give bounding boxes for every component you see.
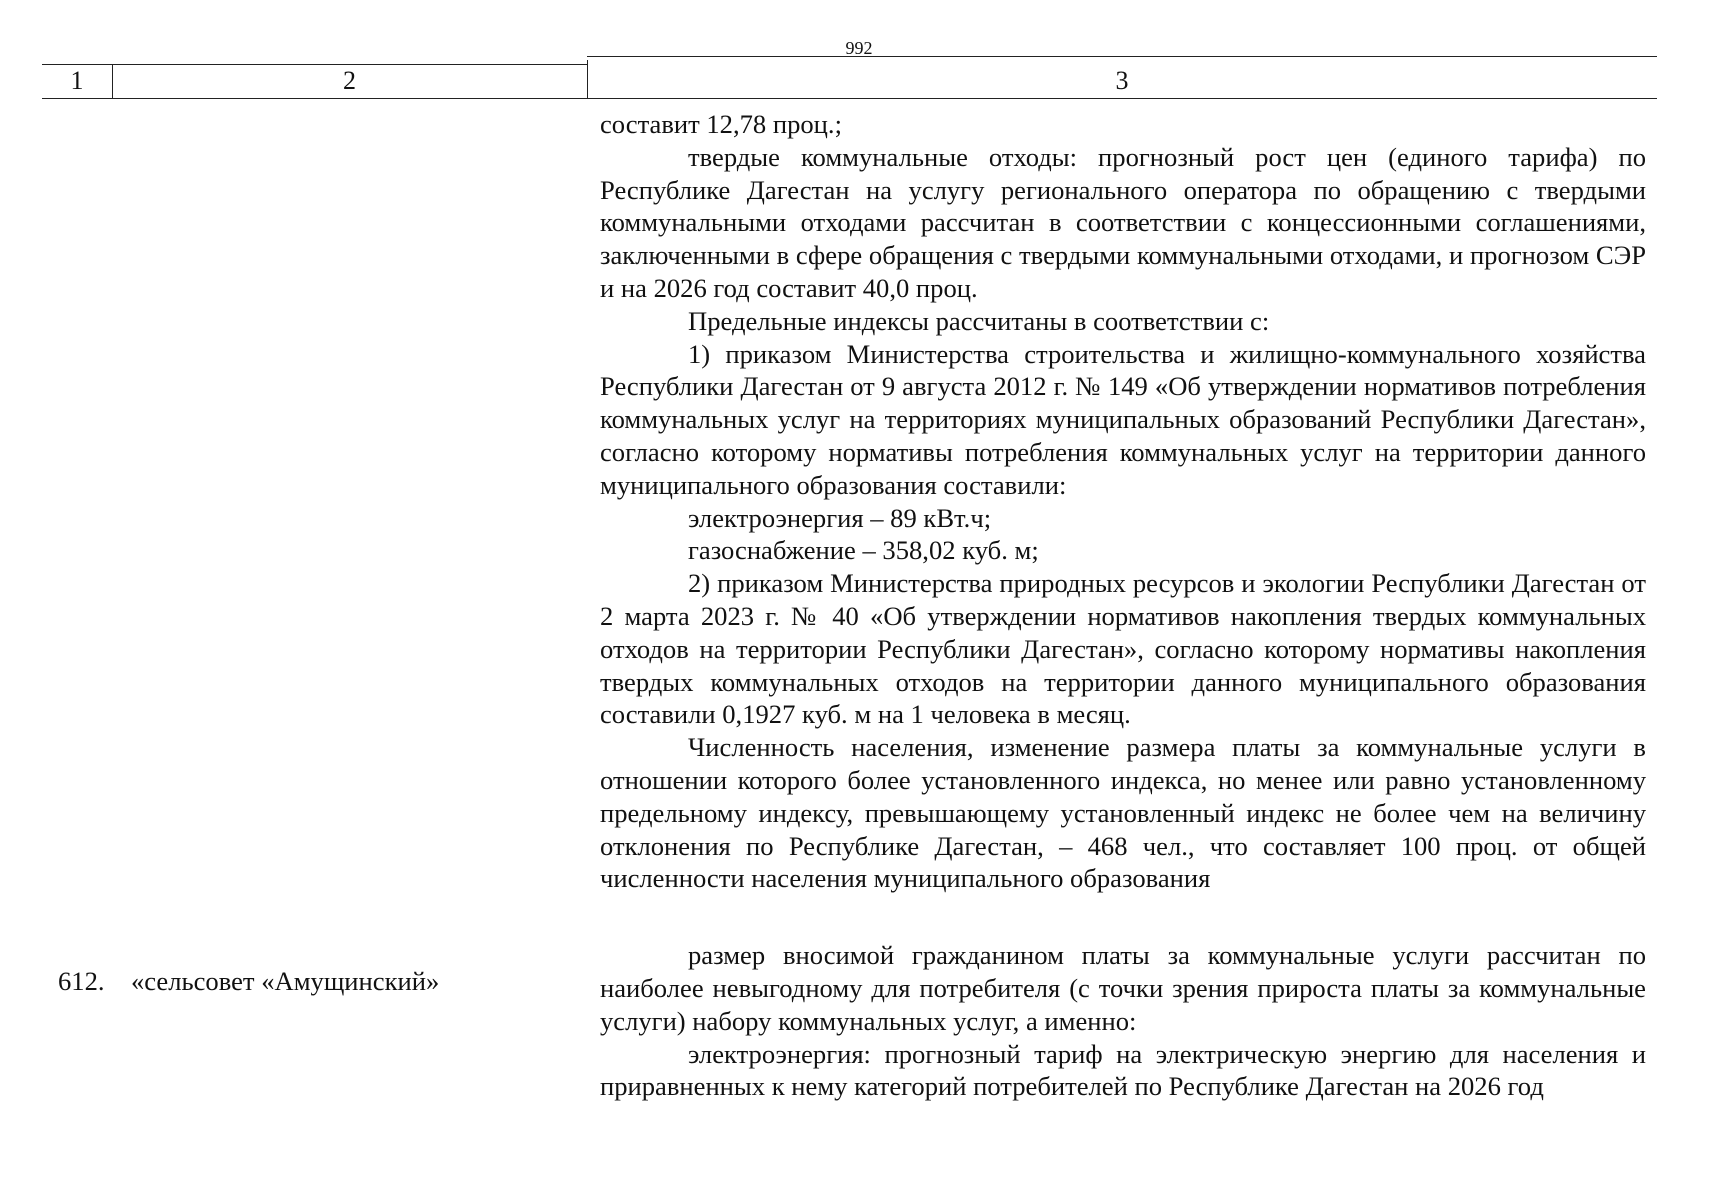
column-number-1: 1 xyxy=(70,66,84,95)
row-separator-space xyxy=(600,895,1646,939)
paragraph: электроэнергия: прогнозный тариф на электрическую энергию для населения и приравненных к нему категорий потребителей по Республике Дагестан на 2026 год xyxy=(600,1038,1646,1102)
paragraph: составит 12,78 проц.; xyxy=(600,109,842,139)
header-top-line-left xyxy=(42,64,588,65)
page-number: 992 xyxy=(845,38,873,58)
paragraph: электроэнергия – 89 кВт.ч; xyxy=(688,502,992,533)
row-number: 612. xyxy=(58,966,105,996)
column-number-3: 3 xyxy=(1115,66,1129,95)
paragraph: 2) приказом Министерства природных ресурсов и экологии Республики Дагестан от 2 марта 2023 г. № 40 «Об утверждении нормативов накопления твердых коммунальных отходов на территории Республики Дагестан», согласно которому нормативы накопления твердых коммунальных отходов на территории данного муниципального образования составили 0,1927 куб. м на 1 человека в месяц. xyxy=(600,568,1646,730)
paragraph: Предельные индексы рассчитаны в соответствии с: xyxy=(688,305,1270,336)
paragraph: 1) приказом Министерства строительства и жилищно-коммунального хозяйства Республики Дагестан от 9 августа 2012 г. № 149 «Об утверждении нормативов потребления коммунальных услуг на территориях муниципальных образований Республики Дагестан», согласно которому нормативы потребления коммунальных услуг на территории данного муниципального образования составили: xyxy=(600,338,1646,500)
paragraph: Численность населения, изменение размера платы за коммунальные услуги в отношении которого более установленного индекса, но менее или равно установленному предельному индексу, превышающему установленный индекс не более чем на величину отклонения по Республике Дагестан, – 468 чел., что составляет 100 проц. от общей численности населения муниципального образования xyxy=(600,732,1646,894)
header-bottom-line xyxy=(42,98,1657,99)
paragraph: газоснабжение – 358,02 куб. м; xyxy=(688,535,1039,566)
column-number-2: 2 xyxy=(343,66,356,95)
municipality-name: «сельсовет «Амущинский» xyxy=(131,966,440,996)
description-column xyxy=(600,108,1646,1103)
paragraph: твердые коммунальные отходы: прогнозный рост цен (единого тарифа) по Республике Дагестан на услугу регионального оператора по обращению с твердыми коммунальными отходами рассчитан в соответствии с концессионными соглашениями, заключенными в сфере обращения с твердыми коммунальными отходами, и прогнозом СЭР и на 2026 год составит 40,0 проц. xyxy=(600,141,1646,303)
paragraph: размер вносимой гражданином платы за коммунальные услуги рассчитан по наиболее невыгодному для потребителя (с точки зрения прироста платы за коммунальные услуги) набору коммунальных услуг, а именно: xyxy=(600,940,1646,1036)
header-top-line-right xyxy=(587,56,1657,57)
